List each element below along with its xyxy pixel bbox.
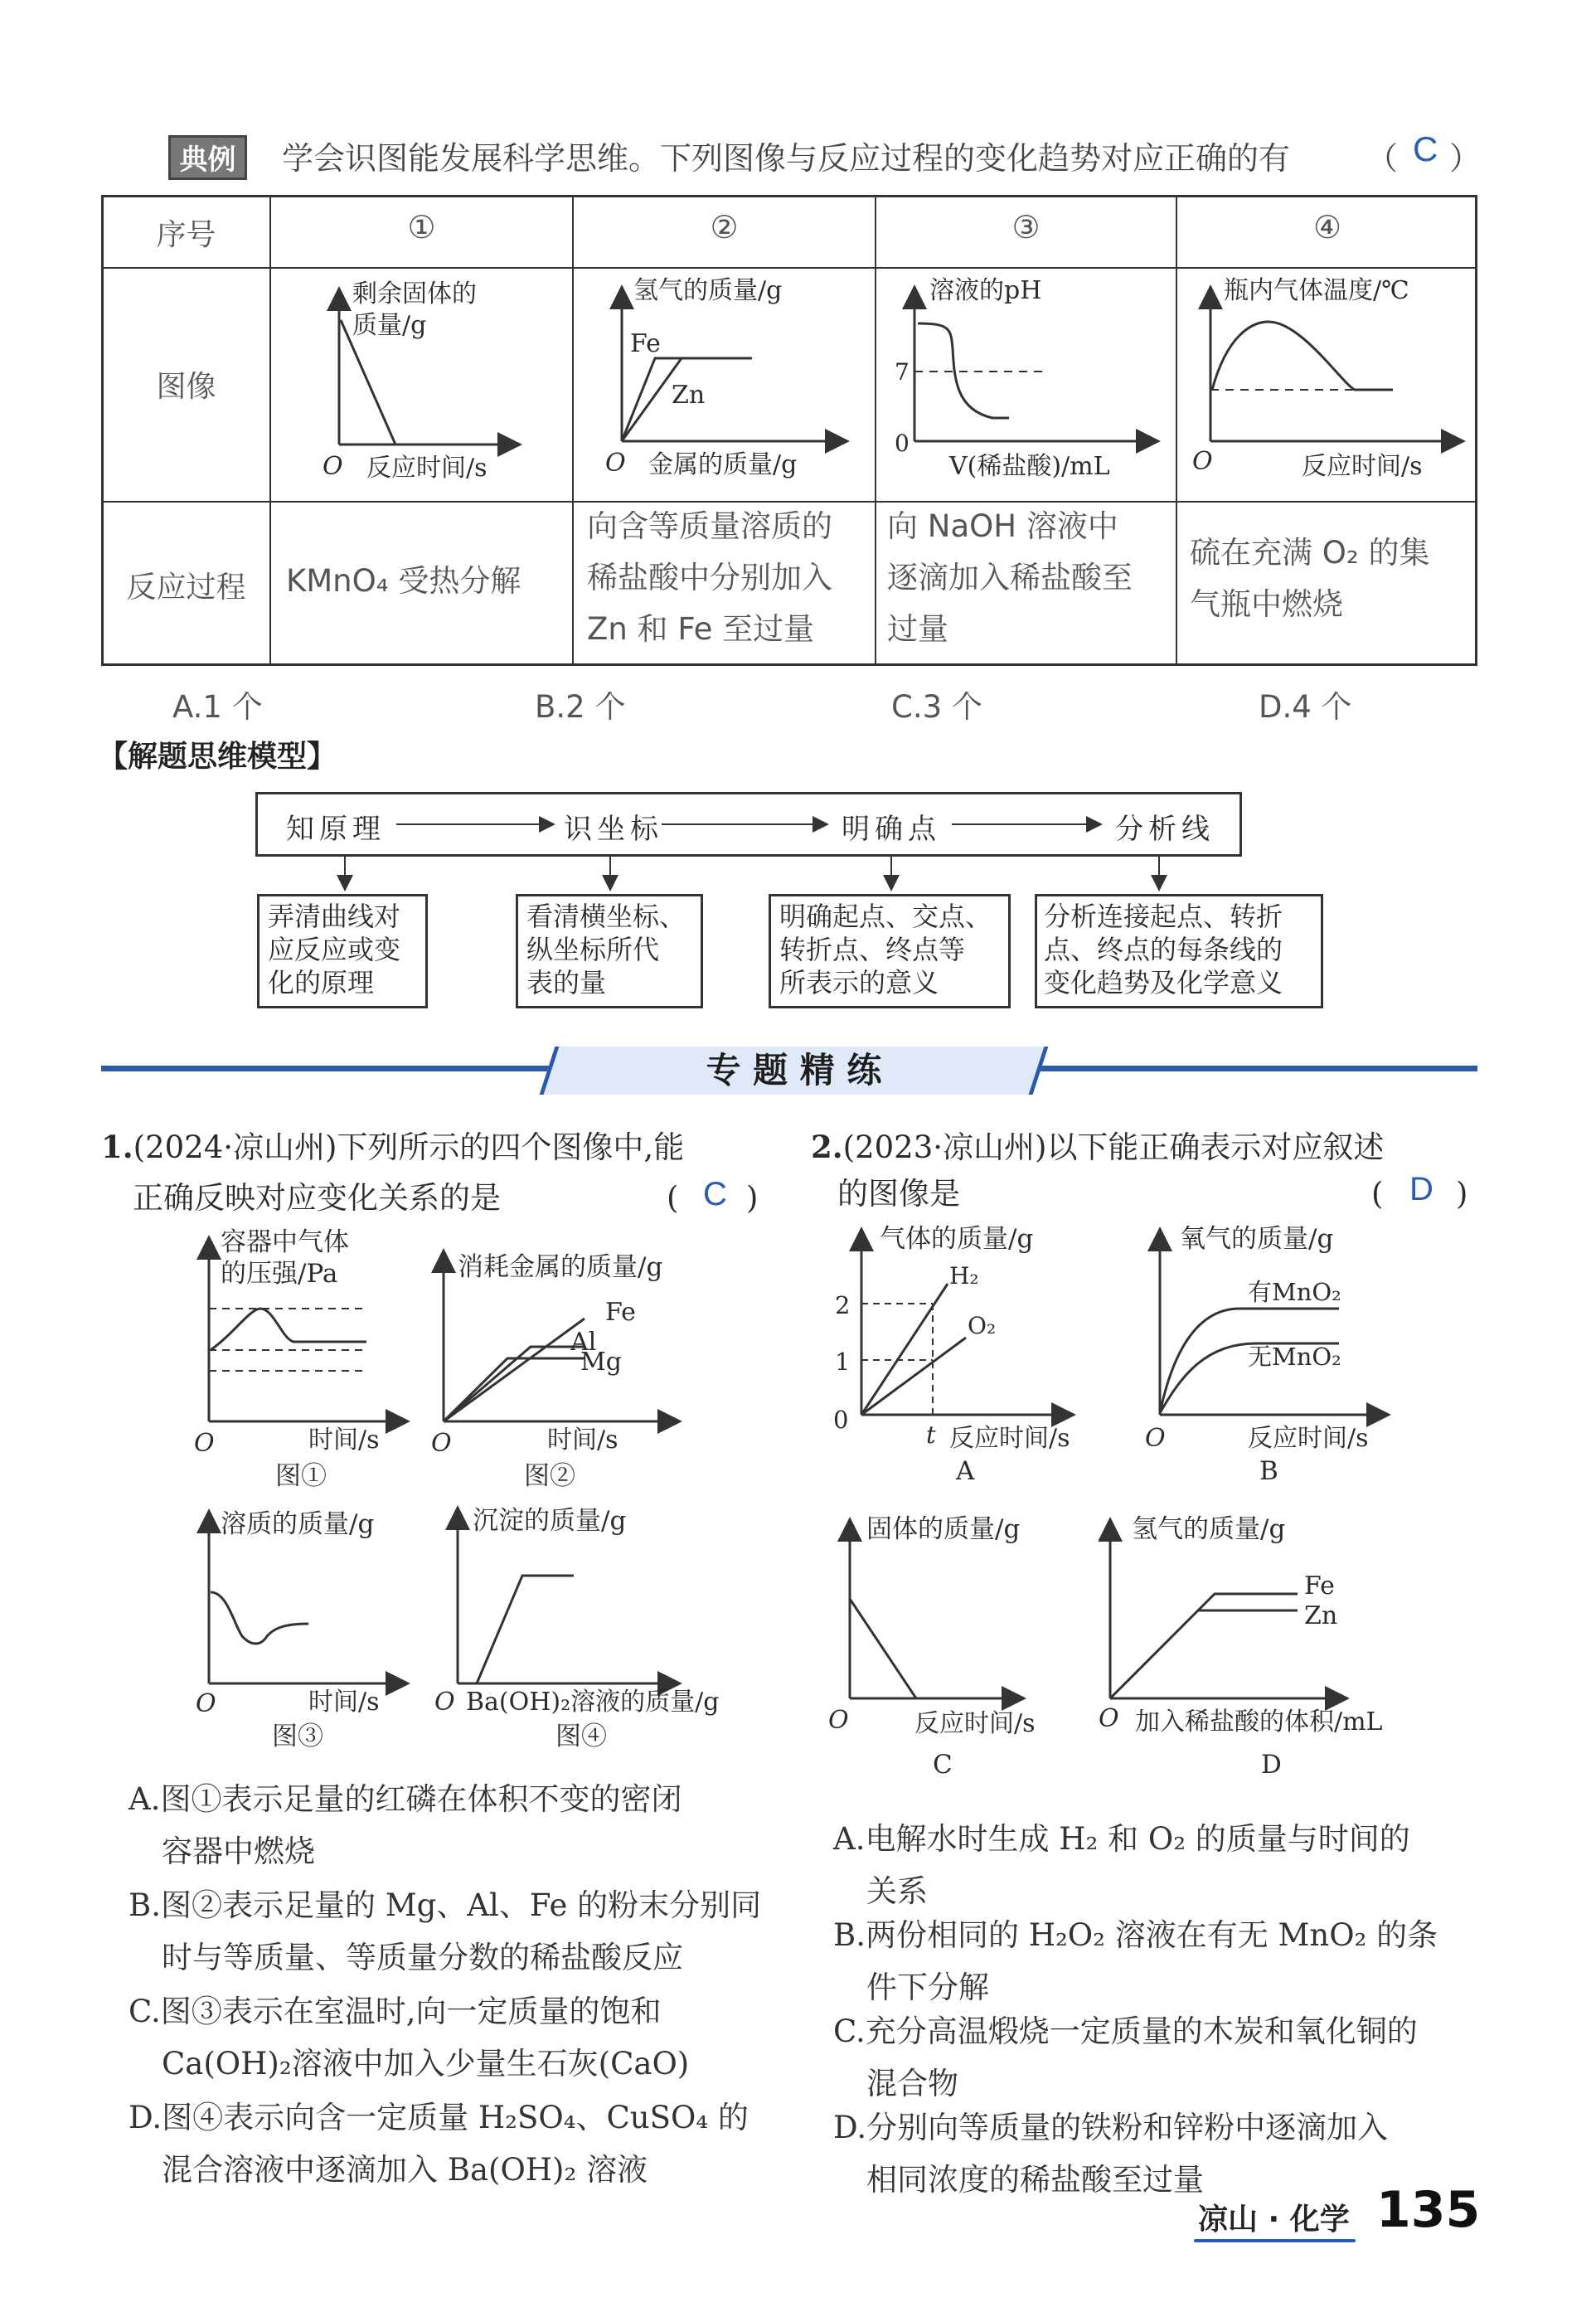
- curve-label-al: Al: [570, 1328, 597, 1357]
- q1-option-c: C.图③表示在室温时,向一定质量的饱和 Ca(OH)₂溶液中加入少量生石灰(CaO): [129, 1994, 690, 2081]
- process-2: 向含等质量溶质的 稀盐酸中分别加入 Zn 和 Fe 至过量: [587, 508, 832, 647]
- col-num-4: ④: [1312, 209, 1342, 245]
- origin-label: O: [196, 1689, 216, 1718]
- origin-label: 0: [833, 1406, 849, 1434]
- section-rule-left: [101, 1066, 553, 1071]
- caption: B: [1259, 1456, 1278, 1486]
- q2-option-b: B.两份相同的 H₂O₂ 溶液在有无 MnO₂ 的条 件下分解: [833, 1917, 1438, 2005]
- q2-graph-a: [825, 1217, 1123, 1499]
- q2-answer-paren: (: [1371, 1176, 1384, 1212]
- table-graph-2: [574, 269, 875, 501]
- x-label: Ba(OH)₂溶液的质量/g: [466, 1688, 720, 1717]
- t-label: t: [926, 1421, 936, 1449]
- curve-label-o2: O₂: [968, 1312, 997, 1339]
- footer-underline: [1194, 2239, 1356, 2242]
- y-label: 质量/g: [352, 311, 427, 340]
- q2-answer-paren-close: ): [1456, 1176, 1468, 1212]
- y-label: 的压强/Pa: [221, 1259, 338, 1289]
- process-1: KMnO₄ 受热分解: [286, 563, 521, 599]
- tick-7: 7: [895, 358, 910, 386]
- origin-label: O: [605, 449, 626, 478]
- pressure-curve: [211, 1309, 366, 1350]
- x-label: 时间/s: [308, 1688, 380, 1717]
- q1-option-d: D.图④表示向含一定质量 H₂SO₄、CuSO₄ 的 混合溶液中逐滴加入 Ba(OH)₂ 溶液: [129, 2100, 749, 2188]
- fe-line: [444, 1319, 585, 1421]
- q1-answer-paren: (: [667, 1180, 679, 1216]
- col-num-2: ②: [710, 209, 739, 245]
- footer-page-number: 135: [1376, 2181, 1481, 2239]
- example-paren-close: ）: [1449, 140, 1482, 177]
- q1-graph-2: [431, 1226, 705, 1491]
- curve-label-h2: H₂: [949, 1262, 979, 1290]
- y-label: 氢气的质量/g: [1132, 1514, 1286, 1544]
- process-3: 向 NaOH 溶液中 逐滴加入稀盐酸至 过量: [887, 508, 1133, 647]
- model-detail-1: 弄清曲线对 应反应或变 化的原理: [257, 894, 428, 1008]
- example-answer: C: [1413, 129, 1438, 168]
- curve-label-fe: Fe: [605, 1298, 636, 1327]
- x-label: 金属的质量/g: [648, 450, 798, 479]
- section-rule-right: [1032, 1066, 1477, 1071]
- origin-label: O: [323, 452, 343, 481]
- y-label: 消耗金属的质量/g: [458, 1252, 663, 1282]
- model-step-3: 明确点: [842, 813, 941, 846]
- table-graph-1: [271, 269, 572, 501]
- x-label: 反应时间/s: [366, 454, 488, 483]
- caption: 图④: [555, 1722, 607, 1748]
- q1-stem-2: 正确反映对应变化关系的是: [133, 1180, 501, 1216]
- caption: 图②: [524, 1461, 575, 1491]
- origin-label: O: [1145, 1424, 1166, 1453]
- q2-answer: D: [1409, 1171, 1433, 1207]
- al-line: [444, 1358, 585, 1421]
- origin-label: 0: [895, 430, 910, 457]
- q1-graph-4: [431, 1499, 763, 1748]
- x-label: V(稀盐酸)/mL: [949, 452, 1110, 481]
- x-label: 时间/s: [547, 1426, 619, 1455]
- tick-2: 2: [835, 1291, 851, 1319]
- q2-graph-d: [1099, 1508, 1463, 1790]
- y-label: 溶液的pH: [929, 276, 1042, 305]
- curve-label-mg: Mg: [580, 1348, 622, 1377]
- q1-answer: C: [703, 1176, 727, 1212]
- process-4: 硫在充满 O₂ 的集 气瓶中燃烧: [1190, 535, 1430, 622]
- q2-stem-2: 的图像是: [837, 1176, 960, 1212]
- solid-mass-line: [850, 1599, 916, 1698]
- y-label: 沉淀的质量/g: [473, 1506, 627, 1536]
- caption: 图③: [272, 1722, 323, 1748]
- q2-graph-b: [1140, 1217, 1455, 1499]
- x-label: 时间/s: [308, 1426, 380, 1455]
- y-label: 瓶内气体温度/℃: [1224, 276, 1409, 305]
- origin-label: O: [828, 1706, 849, 1735]
- y-label: 氧气的质量/g: [1180, 1224, 1334, 1254]
- model-detail-4: 分析连接起点、转折 点、终点的每条线的 变化趋势及化学意义: [1035, 894, 1323, 1008]
- solute-curve: [211, 1592, 308, 1644]
- y-label: 剩余固体的: [352, 279, 477, 308]
- model-step-4: 分析线: [1115, 813, 1215, 846]
- table-graph-4: [1177, 269, 1477, 501]
- row-header-graph: 图像: [156, 370, 216, 404]
- model-detail-3: 明确起点、交点、 转折点、终点等 所表示的意义: [769, 894, 1011, 1008]
- q2-option-c: C.充分高温煅烧一定质量的木炭和氧化铜的 混合物: [833, 2013, 1418, 2101]
- origin-label: O: [1192, 447, 1213, 476]
- example-tag: 典例: [168, 135, 247, 180]
- origin-label: O: [194, 1429, 215, 1458]
- example-option-d: D.4 个: [1259, 689, 1352, 725]
- x-label: 反应时间/s: [1248, 1424, 1369, 1453]
- caption: A: [956, 1456, 975, 1486]
- y-label: 溶质的质量/g: [221, 1509, 375, 1539]
- q1-graph-3: [184, 1499, 416, 1748]
- curve-label-without: 无MnO₂: [1248, 1343, 1341, 1371]
- caption: D: [1261, 1750, 1282, 1780]
- example-option-a: A.1 个: [172, 689, 263, 725]
- curve-label-zn: Zn: [672, 381, 706, 410]
- row-header-index: 序号: [156, 218, 216, 252]
- caption: 图①: [275, 1461, 327, 1491]
- example-option-c: C.3 个: [891, 689, 982, 725]
- curve-label-fe: Fe: [1304, 1571, 1335, 1601]
- caption: C: [933, 1750, 953, 1780]
- q1-answer-paren-close: ): [746, 1180, 759, 1216]
- y-label: 固体的质量/g: [866, 1514, 1021, 1544]
- example-paren-open: （: [1366, 140, 1399, 177]
- q2-option-d: D.分别向等质量的铁粉和锌粉中逐滴加入 相同浓度的稀盐酸至过量: [833, 2110, 1389, 2198]
- y-label: 容器中气体: [221, 1227, 349, 1257]
- o2-line: [861, 1338, 966, 1415]
- q1-stem: 1.(2024·凉山州)下列所示的四个图像中,能: [101, 1129, 685, 1165]
- q2-stem: 2.(2023·凉山州)以下能正确表示对应叙述: [811, 1129, 1385, 1165]
- q2-option-a: A.电解水时生成 H₂ 和 O₂ 的质量与时间的 关系: [833, 1821, 1410, 1909]
- origin-label: O: [431, 1429, 452, 1458]
- example-option-b: B.2 个: [535, 689, 626, 725]
- q1-option-b: B.图②表示足量的 Mg、Al、Fe 的粉末分别同 时与等质量、等质量分数的稀盐酸反应: [129, 1887, 762, 1975]
- model-step-2: 识坐标: [564, 813, 663, 846]
- footer-book: 凉山 · 化学: [1198, 2203, 1350, 2237]
- model-detail-2: 看清横坐标、 纵坐标所代 表的量: [516, 894, 703, 1008]
- origin-label: O: [1099, 1704, 1119, 1733]
- curve-label-zn: Zn: [1304, 1601, 1338, 1630]
- curve-label-with: 有MnO₂: [1248, 1278, 1341, 1306]
- temp-curve: [1212, 322, 1393, 390]
- q2-graph-c: [825, 1508, 1099, 1790]
- example-stem: 学会识图能发展科学思维。下列图像与反应过程的变化趋势对应正确的有: [282, 140, 1291, 177]
- x-label: 反应时间/s: [914, 1709, 1036, 1738]
- section-title: 专 题 精 练: [706, 1050, 882, 1090]
- x-label: 反应时间/s: [949, 1424, 1070, 1453]
- y-label: 氢气的质量/g: [633, 276, 783, 305]
- q1-option-a: A.图①表示足量的红磷在体积不变的密闭 容器中燃烧: [129, 1781, 682, 1869]
- x-label: 反应时间/s: [1302, 452, 1423, 481]
- curve-label-fe: Fe: [630, 329, 661, 358]
- model-step-1: 知原理: [286, 813, 386, 846]
- col-num-3: ③: [1011, 209, 1041, 245]
- precipitate-line: [477, 1576, 574, 1683]
- origin-label: O: [434, 1688, 455, 1717]
- col-num-1: ①: [407, 209, 436, 245]
- table-graph-3: [876, 269, 1176, 501]
- tick-1: 1: [835, 1348, 851, 1376]
- y-label: 气体的质量/g: [880, 1224, 1034, 1254]
- x-label: 加入稀盐酸的体积/mL: [1135, 1707, 1383, 1737]
- q1-graph-1: [184, 1226, 416, 1491]
- model-title: 【解题思维模型】: [98, 740, 337, 774]
- row-header-process: 反应过程: [126, 571, 246, 605]
